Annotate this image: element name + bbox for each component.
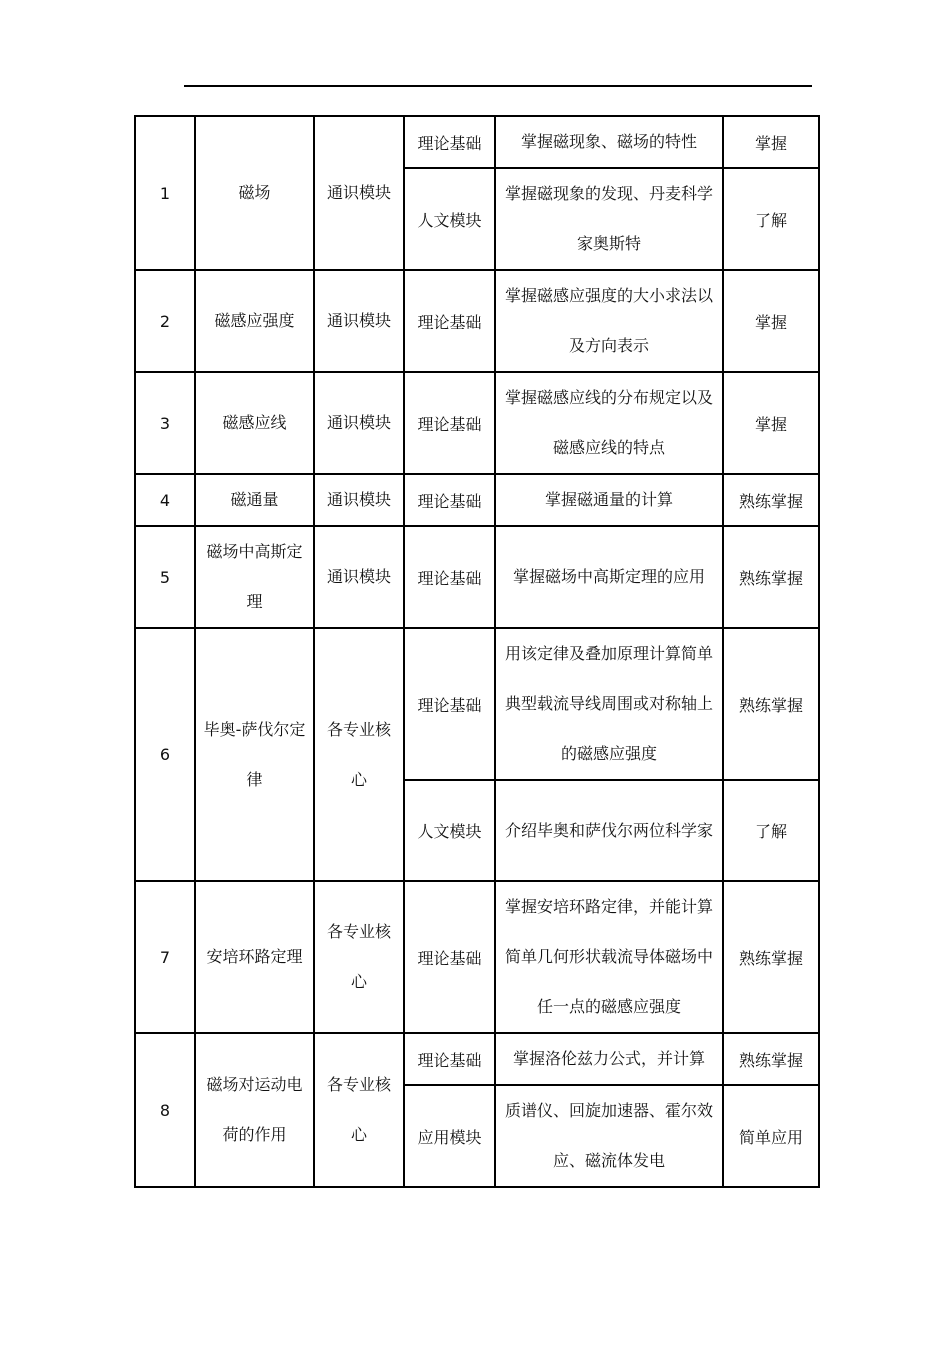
- module-cell: 通识模块: [314, 372, 404, 474]
- type-cell: 理论基础: [404, 116, 495, 168]
- topic-cell: 磁通量: [195, 474, 314, 526]
- content-cell: 掌握磁现象、磁场的特性: [495, 116, 723, 168]
- level-cell: 熟练掌握: [723, 526, 819, 628]
- level-cell: 掌握: [723, 270, 819, 372]
- header-rule: [184, 85, 812, 87]
- table-row: [135, 116, 819, 168]
- table-row: [135, 270, 819, 372]
- module-cell: 通识模块: [314, 526, 404, 628]
- content-cell: 掌握磁现象的发现、丹麦科学家奥斯特: [495, 168, 723, 270]
- table-row: [135, 628, 819, 780]
- content-cell: 掌握洛伦兹力公式，并计算: [495, 1033, 723, 1085]
- level-cell: 熟练掌握: [723, 474, 819, 526]
- type-cell: 理论基础: [404, 881, 495, 1033]
- row-number: 2: [135, 270, 195, 372]
- row-number: 8: [135, 1033, 195, 1187]
- type-cell: 理论基础: [404, 270, 495, 372]
- type-cell: 人文模块: [404, 168, 495, 270]
- topic-cell: 磁感应强度: [195, 270, 314, 372]
- type-cell: 理论基础: [404, 474, 495, 526]
- type-cell: 理论基础: [404, 526, 495, 628]
- level-cell: 简单应用: [723, 1085, 819, 1187]
- content-cell: 用该定律及叠加原理计算简单典型载流导线周围或对称轴上的磁感应强度: [495, 628, 723, 780]
- table-row: [135, 372, 819, 474]
- content-cell: 掌握安培环路定律，并能计算简单几何形状载流导体磁场中任一点的磁感应强度: [495, 881, 723, 1033]
- content-cell: 质谱仪、回旋加速器、霍尔效应、磁流体发电: [495, 1085, 723, 1187]
- type-cell: 人文模块: [404, 780, 495, 881]
- level-cell: 熟练掌握: [723, 628, 819, 780]
- course-table: [134, 115, 820, 1188]
- topic-cell: 毕奥-萨伐尔定律: [195, 628, 314, 881]
- content-cell: 掌握磁感应强度的大小求法以及方向表示: [495, 270, 723, 372]
- row-number: 4: [135, 474, 195, 526]
- table-row: [135, 881, 819, 1033]
- row-number: 5: [135, 526, 195, 628]
- type-cell: 理论基础: [404, 1033, 495, 1085]
- module-cell: 各专业核心: [314, 1033, 404, 1187]
- row-number: 1: [135, 116, 195, 270]
- module-cell: 通识模块: [314, 474, 404, 526]
- type-cell: 理论基础: [404, 628, 495, 780]
- row-number: 6: [135, 628, 195, 881]
- row-number: 7: [135, 881, 195, 1033]
- row-number: 3: [135, 372, 195, 474]
- level-cell: 掌握: [723, 116, 819, 168]
- table-row: [135, 526, 819, 628]
- module-cell: 各专业核心: [314, 881, 404, 1033]
- content-cell: 掌握磁通量的计算: [495, 474, 723, 526]
- table-row: [135, 1033, 819, 1085]
- content-cell: 介绍毕奥和萨伐尔两位科学家: [495, 780, 723, 881]
- type-cell: 理论基础: [404, 372, 495, 474]
- level-cell: 熟练掌握: [723, 881, 819, 1033]
- content-cell: 掌握磁场中高斯定理的应用: [495, 526, 723, 628]
- level-cell: 掌握: [723, 372, 819, 474]
- level-cell: 熟练掌握: [723, 1033, 819, 1085]
- level-cell: 了解: [723, 168, 819, 270]
- topic-cell: 磁场对运动电荷的作用: [195, 1033, 314, 1187]
- topic-cell: 磁感应线: [195, 372, 314, 474]
- content-cell: 掌握磁感应线的分布规定以及磁感应线的特点: [495, 372, 723, 474]
- module-cell: 各专业核心: [314, 628, 404, 881]
- topic-cell: 磁场: [195, 116, 314, 270]
- type-cell: 应用模块: [404, 1085, 495, 1187]
- module-cell: 通识模块: [314, 116, 404, 270]
- topic-cell: 安培环路定理: [195, 881, 314, 1033]
- topic-cell: 磁场中高斯定理: [195, 526, 314, 628]
- module-cell: 通识模块: [314, 270, 404, 372]
- level-cell: 了解: [723, 780, 819, 881]
- table-row: [135, 474, 819, 526]
